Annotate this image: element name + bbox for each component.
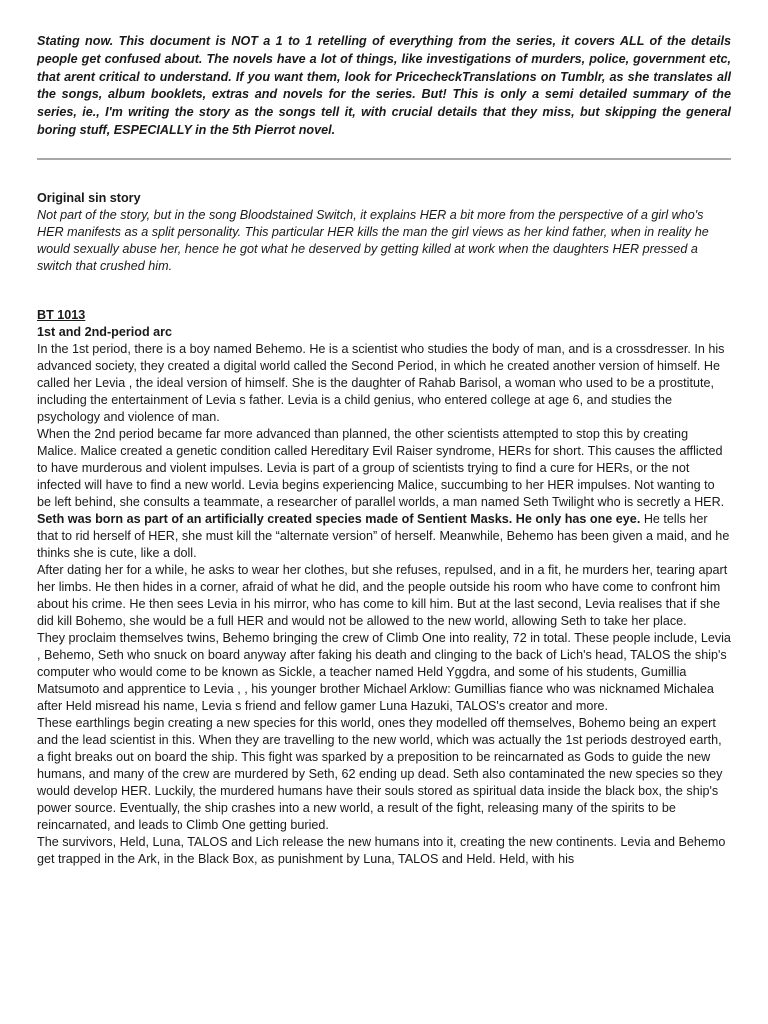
paragraph-5: These earthlings begin creating a new species for this world, ones they modelled off themselves, Bohemo being an expert and the lead scientist in this. When they are travelling to the new world, which was actually the 1st periods destroyed earth, a fight breaks out on board the ship. This fight was sparked by a preposition to be reincarnated as Gods to guide the new humans, and many of the crew are murdered by Seth, 62 ending up dead. Seth also contaminated the new species so they would develop HER. Luckily, the murdered humans have their souls stored as spiritual data inside the black box, the ship's power source. Eventually, the ship crashes into a new world, a result of the fight, releasing many of the spirits to be reincarnated, and leads to Climb One getting buried. <box>37 715 723 832</box>
horizontal-divider <box>37 158 731 160</box>
intro-disclaimer: Stating now. This document is NOT a 1 to 1 retelling of everything from the series, it covers ALL of the details people get confused about. The novels have a lot of things, like investigations of murders, police, government etc, that arent critical to understand. If you want them, look for PricecheckTranslations on Tumblr, as she translates all the songs, album booklets, extras and novels for the series. But! This is only a semi detailed summary of the series, ie., I'm writing the story as the songs tell it, with crucial details that they miss, but skipping the general boring stuff, ESPECIALLY in the 5th Pierrot novel. <box>37 34 731 137</box>
paragraph-2-bold: Seth was born as part of an artificially created species made of Sentient Masks. He only has one eye. <box>37 511 641 526</box>
document-page <box>37 33 731 868</box>
paragraph-2-end: He tells her that to rid herself of HER, she must kill the “alternate version” of herself. Meanwhile, Behemo has been given a maid, and he thinks she is cute, like a doll. <box>37 511 730 560</box>
bt1013-heading: BT 1013 <box>37 307 86 322</box>
paragraph-6: The survivors, Held, Luna, TALOS and Lich release the new humans into it, creating the new continents. Levia and Behemo get trapped in the Ark, in the Black Box, as punishment by Luna, TALOS and Held. Held, with his <box>37 834 726 866</box>
paragraph-2 <box>37 426 731 562</box>
original-sin-text: Not part of the story, but in the song Bloodstained Switch, it explains HER a bit more from the perspective of a girl who's HER manifests as a split personality. This particular HER kills the man the girl views as her kind father, when in reality he would sexually abuse her, hence he got what he deserved by getting killed at work when the daughters HER pressed a switch that crushed him. <box>37 207 709 273</box>
paragraph-4: They proclaim themselves twins, Behemo bringing the crew of Climb One into reality, 72 in total. These people include, Levia , Behemo, Seth who snuck on board anyway after faking his death and clinging to the back of Lich's head, TALOS the ship's computer who would come to be known as Sickle, a teacher named Held Yggdra, and some of his students, Gumillia Matsumoto and apprentice to Levia , , his younger brother Michael Arklow: Gumillias fiance who was nicknamed Michalea after Held misread his name, Levia s friend and fellow gamer Luna Hazuki, TALOS's creator and more. <box>37 630 731 713</box>
paragraph-1: In the 1st period, there is a boy named Behemo. He is a scientist who studies the body of man, and is a crossdresser. In his advanced society, they created a digital world called the Second Period, in which he created another version of himself. He called her Levia , the ideal version of himself. She is the daughter of Rahab Barisol, a woman who used to be a prostitute, including the entertainment of Levia s father. Levia is a child genius, who entered college at age 6, and studies the psychology and violence of man. <box>37 341 725 424</box>
original-sin-heading: Original sin story <box>37 190 141 205</box>
arc-subheading: 1st and 2nd-period arc <box>37 324 173 339</box>
paragraph-3: After dating her for a while, he asks to wear her clothes, but she refuses, repulsed, and in a fit, he murders her, tearing apart her limbs. He then hides in a corner, afraid of what he did, and the people outside his room who have come to confront him about his crime. He then sees Levia in his mirror, who has come to kill him. But at the last second, Levia realises that if she did kill Bohemo, she would be a full HER and would not be allowed to the new world, allowing Seth to take her place. <box>37 562 728 628</box>
paragraph-2-start: When the 2nd period became far more advanced than planned, the other scientists attempted to stop this by creating Malice. Malice created a genetic condition called Hereditary Evil Raiser syndrome, HERs for short. This causes the afflicted to have murderous and violent impulses. Levia is part of a group of scientists trying to find a cure for HERs, or the not infected will have to find a new world. Levia begins experiencing Malice, succumbing to her HER impulses. Not wanting to be left behind, she consults a teammate, a researcher of parallel worlds, a man named Seth Twilight who is secretly a HER. <box>37 426 725 509</box>
